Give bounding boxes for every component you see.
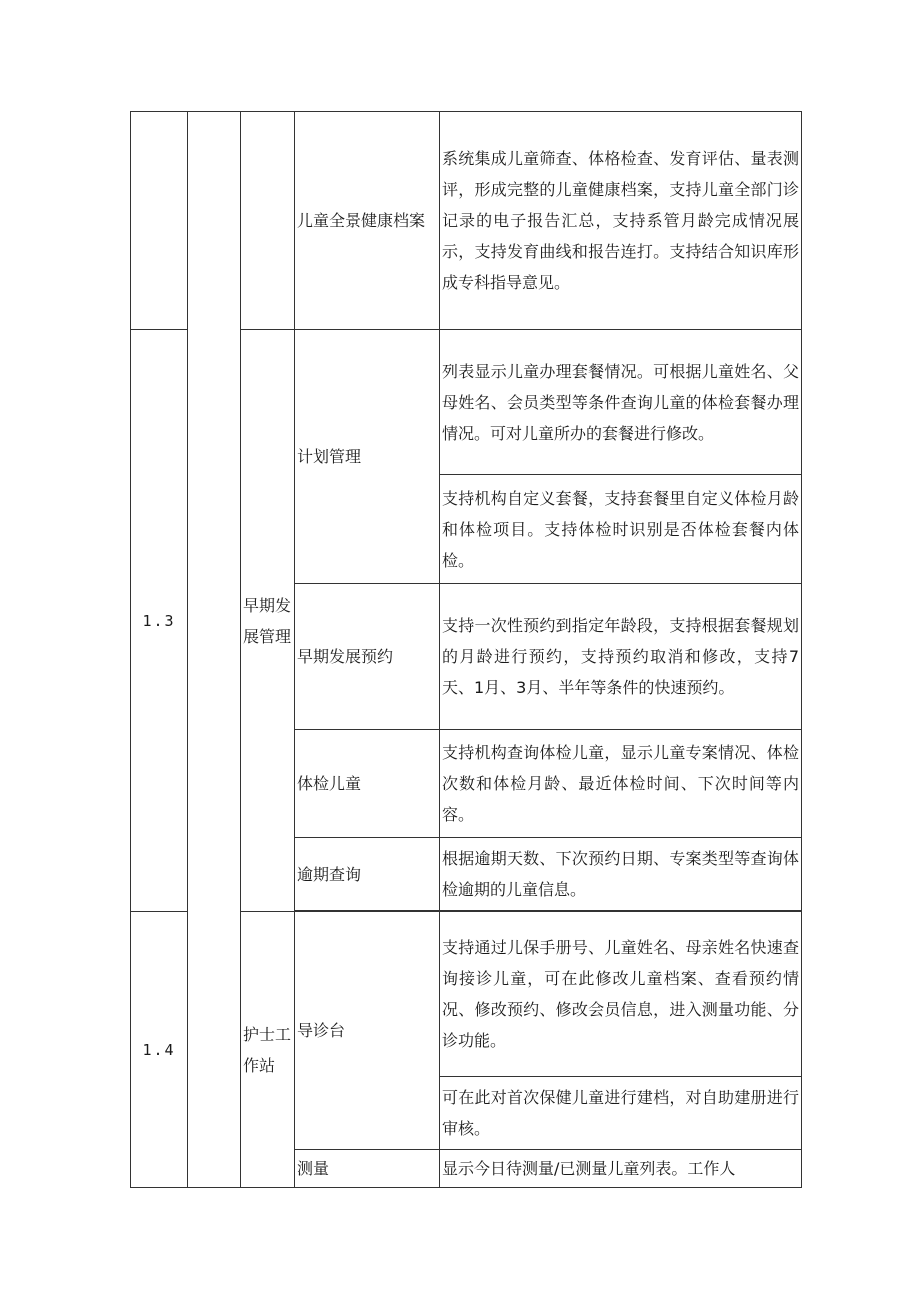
description-text: 支持一次性预约到指定年龄段，支持根据套餐规划的月龄进行预约，支持预约取消和修改，支持7天、1月、3月、半年等条件的快速预约。 xyxy=(442,616,799,697)
description-text: 系统集成儿童筛查、体格检查、发育评估、量表测评，形成完整的儿童健康档案，支持儿童全部门诊记录的电子报告汇总，支持系管月龄完成情况展示，支持发育曲线和报告连打。支持结合知识库形成专科指导意见。 xyxy=(442,149,799,292)
item-label: 儿童全景健康档案 xyxy=(297,211,426,230)
blank-column-cell xyxy=(188,112,241,1188)
description-text: 支持机构查询体检儿童，显示儿童专案情况、体检次数和体检月龄、最近体检时间、下次时间等内容。 xyxy=(442,743,799,824)
item-cell xyxy=(295,912,440,1150)
table-row xyxy=(131,112,802,330)
item-label: 体检儿童 xyxy=(297,774,362,793)
group-label: 早期发展管理 xyxy=(243,595,292,646)
description-cell xyxy=(440,1077,802,1150)
section-number: 1.4 xyxy=(142,1040,176,1059)
item-cell xyxy=(295,1150,440,1188)
item-cell xyxy=(295,838,440,911)
description-cell xyxy=(440,584,802,730)
group-cell xyxy=(241,112,295,330)
description-text: 支持机构自定义套餐，支持套餐里自定义体检月龄和体检项目。支持体检时识别是否体检套餐内体检。 xyxy=(442,488,799,570)
item-label: 早期发展预约 xyxy=(297,647,394,666)
section-number-cell xyxy=(131,330,188,912)
description-text: 支持通过儿保手册号、儿童姓名、母亲姓名快速查询接诊儿童，可在此修改儿童档案、查看预约情况、修改预约、修改会员信息，进入测量功能、分诊功能。 xyxy=(442,938,799,1050)
item-label: 测量 xyxy=(297,1159,330,1178)
requirements-table xyxy=(130,111,802,1188)
item-label: 逾期查询 xyxy=(297,864,362,884)
description-cell xyxy=(440,1150,802,1188)
item-cell xyxy=(295,730,440,838)
description-cell xyxy=(440,838,802,911)
section-number-cell xyxy=(131,112,188,330)
description-text: 根据逾期天数、下次预约日期、专案类型等查询体检逾期的儿童信息。 xyxy=(442,849,799,899)
description-cell xyxy=(440,475,802,584)
description-cell xyxy=(440,730,802,838)
group-cell xyxy=(241,330,295,912)
item-label: 导诊台 xyxy=(297,1021,346,1040)
item-cell xyxy=(295,584,440,730)
item-cell xyxy=(295,112,440,330)
item-label: 计划管理 xyxy=(297,447,362,466)
description-text: 可在此对首次保健儿童进行建档，对自助建册进行审核。 xyxy=(442,1088,799,1138)
item-cell xyxy=(295,330,440,584)
description-text: 显示今日待测量/已测量儿童列表。工作人 xyxy=(442,1159,736,1178)
description-cell xyxy=(440,330,802,475)
section-number-cell xyxy=(131,912,188,1188)
description-text: 列表显示儿童办理套餐情况。可根据儿童姓名、父母姓名、会员类型等条件查询儿童的体检套餐办理情况。可对儿童所办的套餐进行修改。 xyxy=(442,361,799,443)
group-label: 护士工作站 xyxy=(243,1024,292,1075)
section-number: 1.3 xyxy=(142,611,176,630)
description-cell xyxy=(440,912,802,1077)
description-cell xyxy=(440,112,802,330)
group-cell xyxy=(241,912,295,1188)
